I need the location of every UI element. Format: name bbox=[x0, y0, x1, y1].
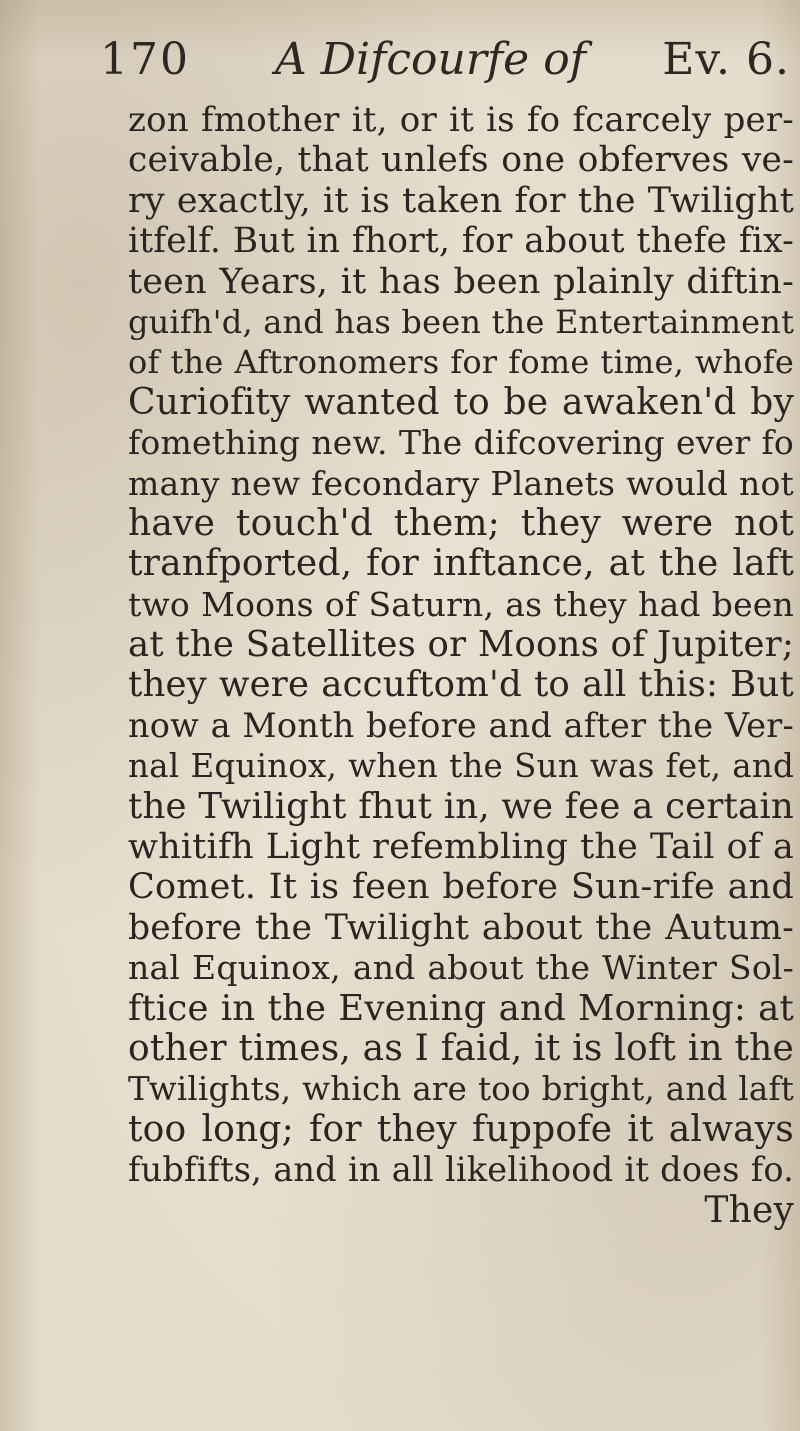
catchword: They bbox=[704, 1189, 794, 1231]
text-line: ftice in the Evening and Morning: at bbox=[128, 987, 794, 1029]
page-header bbox=[100, 24, 790, 96]
text-line: the Twilight fhut in, we fee a certain bbox=[128, 785, 794, 827]
running-title: A Difcourfe of bbox=[275, 34, 586, 85]
text-line: of the Aftronomers for fome time, whofe bbox=[128, 343, 794, 382]
text-line: whitifh Light refembling the Tail of a bbox=[128, 827, 794, 868]
text-line: ceivable, that unlefs one obferves ve- bbox=[128, 140, 794, 181]
section-mark: Ev. 6. bbox=[662, 34, 790, 85]
text-line: tranfported, for inftance, at the laft bbox=[128, 543, 794, 585]
text-line: zon fmother it, or it is fo fcarcely per- bbox=[128, 100, 794, 140]
body-text bbox=[128, 100, 794, 1231]
text-line: many new fecondary Planets would not bbox=[128, 463, 794, 503]
text-line: Twilights, which are too bright, and laft bbox=[128, 1070, 794, 1109]
text-line: at the Satellites or Moons of Jupiter; bbox=[128, 624, 794, 666]
text-line: now a Month before and after the Ver- bbox=[128, 705, 794, 745]
text-line: before the Twilight about the Autum- bbox=[128, 907, 794, 948]
page-number: 170 bbox=[100, 34, 190, 85]
text-line: they were accuftom'd to all this: But bbox=[128, 664, 794, 706]
text-line: teen Years, it has been plainly diftin- bbox=[128, 261, 794, 302]
text-line: ry exactly, it is taken for the Twilight bbox=[128, 180, 794, 221]
text-line: two Moons of Saturn, as they had been bbox=[128, 584, 794, 624]
text-line: fomething new. The difcovering ever fo bbox=[128, 423, 794, 463]
text-line: have touch'd them; they were not bbox=[128, 502, 794, 544]
text-line: Comet. It is feen before Sun-rife and bbox=[128, 867, 794, 908]
text-line: guifh'd, and has been the Entertainment bbox=[128, 302, 795, 341]
text-line: nal Equinox, and about the Winter Sol- bbox=[128, 948, 794, 988]
text-line: nal Equinox, when the Sun was fet, and bbox=[128, 747, 794, 786]
text-line: itfelf. But in fhort, for about thefe fix- bbox=[128, 221, 794, 262]
text-line: fubfifts, and in all likelihood it does fo. bbox=[128, 1150, 794, 1190]
text-line: too long; for they fuppofe it always bbox=[128, 1108, 794, 1150]
text-line: Curiofity wanted to be awaken'd by bbox=[128, 381, 794, 423]
text-line: other times, as I faid, it is loft in the bbox=[128, 1027, 794, 1069]
